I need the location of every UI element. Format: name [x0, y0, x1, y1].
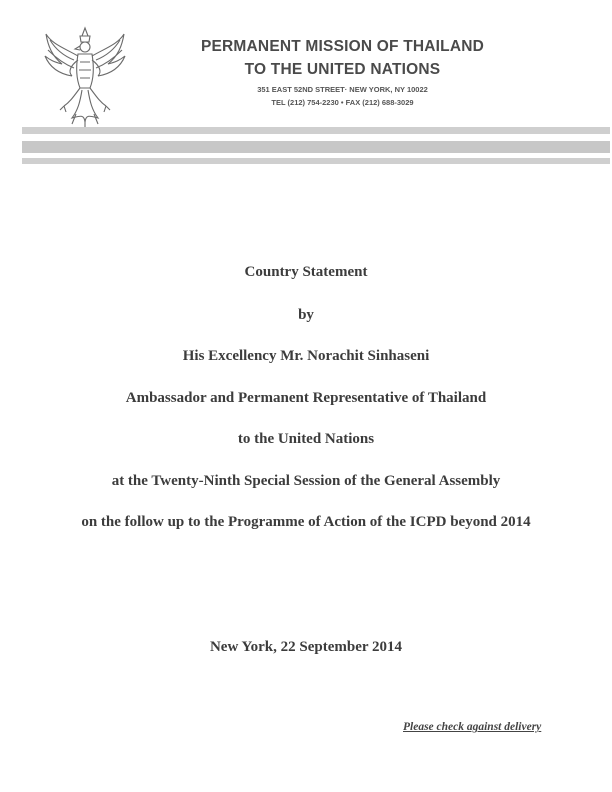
session-name: at the Twenty-Ninth Special Session of the General Assembly	[111, 473, 501, 489]
session-topic: on the follow up to the Programme of Action of the ICPD beyond 2014	[81, 514, 531, 530]
mission-contact: TEL (212) 754-2230 • FAX (212) 688-3029	[271, 98, 414, 107]
mission-name-line1: PERMANENT MISSION OF THAILAND	[200, 38, 485, 55]
speaker-name: His Excellency Mr. Norachit Sinhaseni	[182, 348, 430, 364]
letterhead-rule-top	[22, 127, 610, 134]
letterhead-rule-middle	[22, 141, 610, 153]
document-title: Country Statement	[244, 264, 368, 280]
title-by: by	[298, 307, 314, 323]
place-and-date: New York, 22 September 2014	[209, 639, 403, 655]
speaker-title: Ambassador and Permanent Representative of Thailand	[125, 390, 487, 406]
mission-name-line2: TO THE UNITED NATIONS	[244, 61, 441, 78]
mission-address: 351 EAST 52ND STREET· NEW YORK, NY 10022	[257, 85, 428, 94]
letterhead-rule-bottom	[22, 158, 610, 164]
speaker-organization: to the United Nations	[237, 431, 375, 447]
garuda-emblem-icon	[42, 26, 128, 128]
delivery-note: Please check against delivery	[403, 721, 542, 733]
